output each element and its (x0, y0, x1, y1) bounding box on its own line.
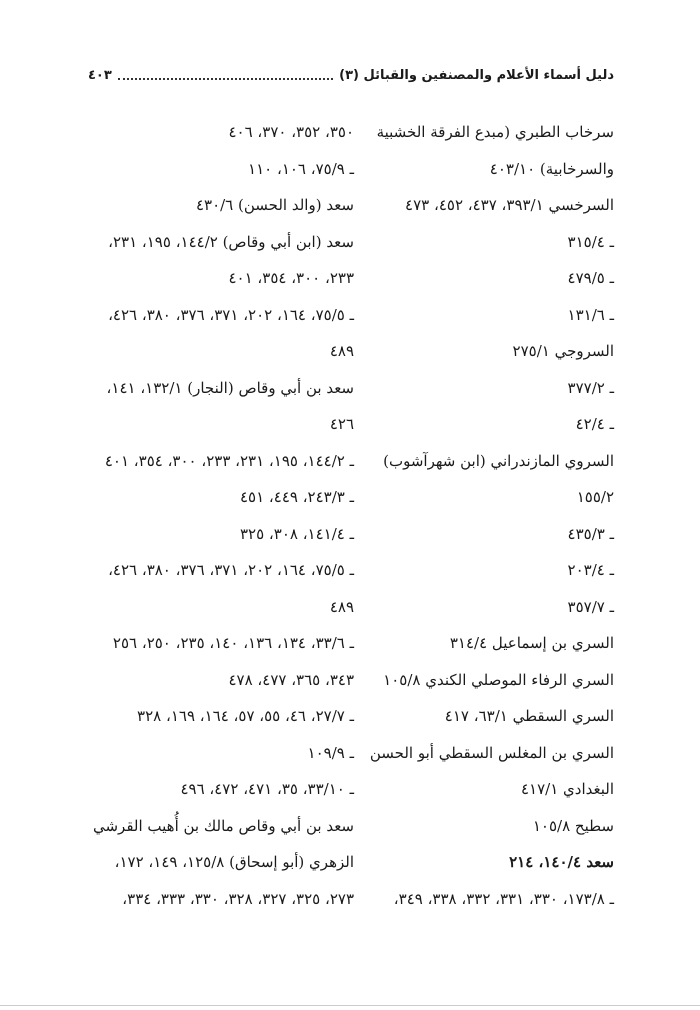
index-entry-line: الزهري (أبو إسحاق) ١٢٥/٨، ١٤٩، ١٧٢، (114, 853, 354, 871)
index-entry-line: سعد (والد الحسن) ٤٣٠/٦ (195, 196, 354, 214)
index-entry-line: ـ ٢٧/٧، ٤٦، ٥٥، ٥٧، ١٦٤، ١٦٩، ٣٢٨ (137, 707, 354, 725)
index-entry-line: ١٥٥/٢ (576, 488, 614, 506)
header-title: دليل أسماء الأعلام والمصنفين والقبائل (٣) (339, 67, 614, 83)
index-entry-line: سعد (ابن أبي وقاص) ١٤٤/٢، ١٩٥، ٢٣١، (108, 232, 354, 251)
index-entry-line: ـ ٣٣/٦، ١٣٤، ١٣٦، ١٤٠، ٢٣٥، ٢٥٠، ٢٥٦ (112, 634, 354, 652)
index-entry-line: ٤٨٩ (329, 597, 354, 616)
index-entry-line: ـ ٢٤٣/٣، ٤٤٩، ٤٥١ (239, 488, 354, 506)
index-entry-line: سرخاب الطبري (مبدع الفرقة الخشبية (376, 123, 614, 141)
index-entry-line: ـ ٧٥/٥، ١٦٤، ٢٠٢، ٣٧١، ٣٧٦، ٣٨٠، ٤٢٦، (108, 561, 354, 579)
index-entry-line: ـ ٣٧٧/٢ (567, 378, 614, 397)
index-column-right (364, 114, 614, 917)
index-entry-line: السري السقطي ٦٣/١، ٤١٧ (444, 707, 614, 725)
running-header (88, 60, 614, 90)
index-entry-line: سعد ١٤٠/٤، ٢١٤ (509, 853, 614, 871)
index-entry-line: السري بن المغلس السقطي أبو الحسن (369, 743, 614, 762)
header-dot-leader (118, 78, 333, 80)
index-entry-line: السري الرفاء الموصلي الكندي ١٠٥/٨ (383, 670, 614, 689)
index-entry-line: البغدادي ٤١٧/١ (520, 780, 614, 798)
index-entry-line: ـ ١٤١/٤، ٣٠٨، ٣٢٥ (239, 524, 354, 543)
index-entry-line: ـ ١٠٩/٩ (307, 743, 354, 762)
index-entry-line: السروي المازندراني (ابن شهرآشوب) (383, 451, 614, 470)
index-entry-line: ـ ١٧٣/٨، ٣٣٠، ٣٣١، ٣٣٢، ٣٣٨، ٣٤٩، (393, 889, 614, 908)
index-entry-line: ـ ٢٠٣/٤ (567, 561, 614, 579)
index-entry-line: السري بن إسماعيل ٣١٤/٤ (449, 634, 614, 652)
index-entry-line: ٣٤٣، ٣٦٥، ٤٧٧، ٤٧٨ (228, 670, 354, 689)
index-entry-line: ـ ٤٣٥/٣ (567, 524, 614, 543)
index-entry-line: ـ ٣٥٧/٧ (567, 597, 614, 616)
index-entry-line: سطيح ١٠٥/٨ (532, 816, 614, 835)
index-entry-line: ـ ١٤٤/٢، ١٩٥، ٢٣١، ٢٣٣، ٣٠٠، ٣٥٤، ٤٠١ (104, 451, 354, 470)
index-entry-line: السروجي ٢٧٥/١ (512, 342, 614, 360)
index-entry-line: ٣٥٠، ٣٥٢، ٣٧٠، ٤٠٦ (228, 123, 354, 141)
page-number: ٤٠٣ (88, 67, 112, 83)
index-entry-line: ـ ١٣١/٦ (567, 305, 614, 324)
index-entry-line: ـ ٣٣/١٠، ٣٥، ٤٧١، ٤٧٢، ٤٩٦ (180, 780, 354, 798)
index-entry-line: ـ ٧٥/٥، ١٦٤، ٢٠٢، ٣٧١، ٣٧٦، ٣٨٠، ٤٢٦، (108, 305, 354, 324)
index-entry-line: ٤٢٦ (329, 415, 354, 433)
index-entry-line: ٤٨٩ (329, 342, 354, 360)
index-entry-line: ـ ٧٥/٩، ١٠٦، ١١٠ (248, 159, 354, 178)
index-entry-line: سعد بن أبي وقاص مالك بن أُهيب القرشي (92, 816, 354, 835)
index-entry-line: ـ ٣١٥/٤ (567, 232, 614, 251)
index-column-left (92, 114, 354, 917)
index-entry-line: ٢٣٣، ٣٠٠، ٣٥٤، ٤٠١ (228, 269, 354, 287)
index-entry-line: سعد بن أبي وقاص (النجار) ١٣٢/١، ١٤١، (106, 378, 354, 397)
index-entry-line: السرخسي ٣٩٣/١، ٤٣٧، ٤٥٢، ٤٧٣ (405, 196, 614, 214)
index-entry-line: ٢٧٣، ٣٢٥، ٣٢٧، ٣٢٨، ٣٣٠، ٣٣٣، ٣٣٤، (122, 889, 354, 908)
page-bottom-rule (0, 1005, 700, 1006)
index-entry-line: والسرخابية) ٤٠٣/١٠ (489, 159, 614, 178)
index-entry-line: ـ ٤٢/٤ (575, 415, 614, 433)
index-entry-line: ـ ٤٧٩/٥ (567, 269, 614, 287)
